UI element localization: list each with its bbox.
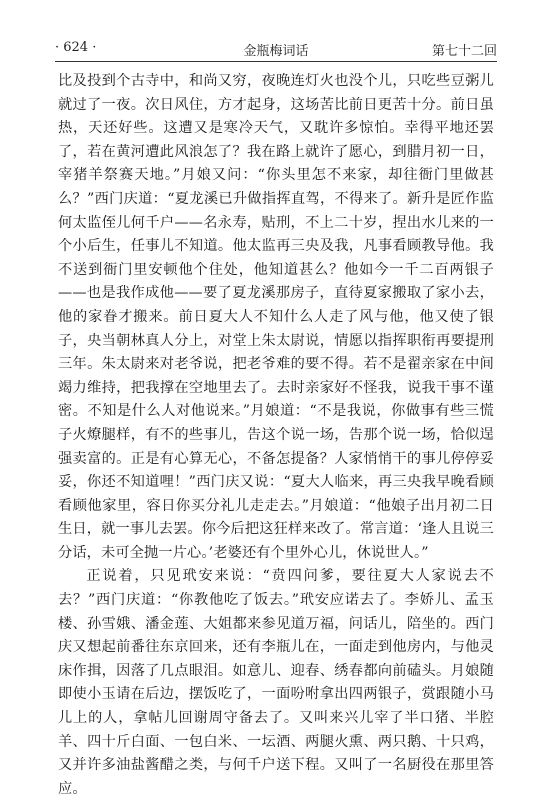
header-rule bbox=[55, 61, 497, 62]
chapter-title: 第七十二回 bbox=[431, 44, 497, 59]
page-number: · 624 · bbox=[55, 40, 97, 55]
book-title: 金瓶梅词话 bbox=[243, 44, 309, 59]
body-text bbox=[58, 70, 494, 801]
page-header bbox=[55, 38, 497, 60]
paragraph-1: 比及投到个古寺中，和尚又穷，夜晚连灯火也没个儿，只吃些豆粥儿就过了一夜。次日风住，方才起身，这场苦比前日更苦十分。前日虽热，天还好些。这遭又是寒冷天气，又耽许多惊怕。幸得平地还罢了，若在黄河遭此风浪怎了？我在路上就许了愿心，到腊月初一日，宰猪羊祭赛天地。”月娘又问：“你头里怎不来家，却往衙门里做甚么？”西门庆道：“夏龙溪已升做指挥直驾，不得来了。新升是匠作监何太监侄儿何千户——名永寿，贴刑，不上二十岁，捏出水儿来的一个小后生，任事儿不知道。他太监再三央及我，凡事看顾教导他。我不送到衙门里安顿他个住处，他知道甚么？他如今一千二百两银子——也是我作成他——要了夏龙溪那房子，直待夏家搬取了家小去，他的家眷才搬来。前日夏大人不知什么人走了风与他，他又使了银子，央当朝林真人分上，对堂上朱太尉说，情愿以指挥职衔再要提刑三年。朱太尉来对老爷说，把老爷难的要不得。若不是翟亲家在中间竭力维持，把我撑在空地里去了。去时亲家好不怪我，说我干事不谨密。不知是什么人对他说来。”月娘道：“不是我说，你做事有些三慌子火燎腿样，有不的些事儿，告这个说一场，告那个说一场，恰似逞强卖富的。正是有心算无心，不备怎提备？人家悄悄干的事儿停停妥妥，你还不知道哩！”西门庆又说：“夏大人临来，再三央我早晚看顾看顾他家里，容日你买分礼儿走走去。”月娘道：“他娘子出月初二日生日，就一事儿去罢。你今后把这狂样来改了。常言道：‘逢人且说三分话，未可全抛一片心。’老婆还有个里外心儿，休说世人。” bbox=[58, 73, 494, 561]
paragraph-2: 正说着，只见玳安来说：“贲四问爹，要往夏大人家说去不去？”西门庆道：“你教他吃了饭去。”玳安应诺去了。李娇儿、孟玉楼、孙雪娥、潘金莲、大姐都来参见道万福，问话儿，陪坐的。西门庆又想起前番往东京回来，还有李瓶儿在，一面走到他房内，与他灵床作揖，因落了几点眼泪。如意儿、迎春、绣春都向前磕头。月娘随即使小玉请在后边，摆饭吃了，一面吩咐拿出四两银子，赏跟随小马儿上的人，拿帖儿回谢周守备去了。又叫来兴儿宰了半口猪、半腔羊、四十斤白面、一包白米、一坛酒、两腿火熏、两只鹅、十只鸡，又并许多油盐酱醋之类，与何千户送下程。又叫了一名厨役在那里答应。 bbox=[58, 568, 494, 797]
